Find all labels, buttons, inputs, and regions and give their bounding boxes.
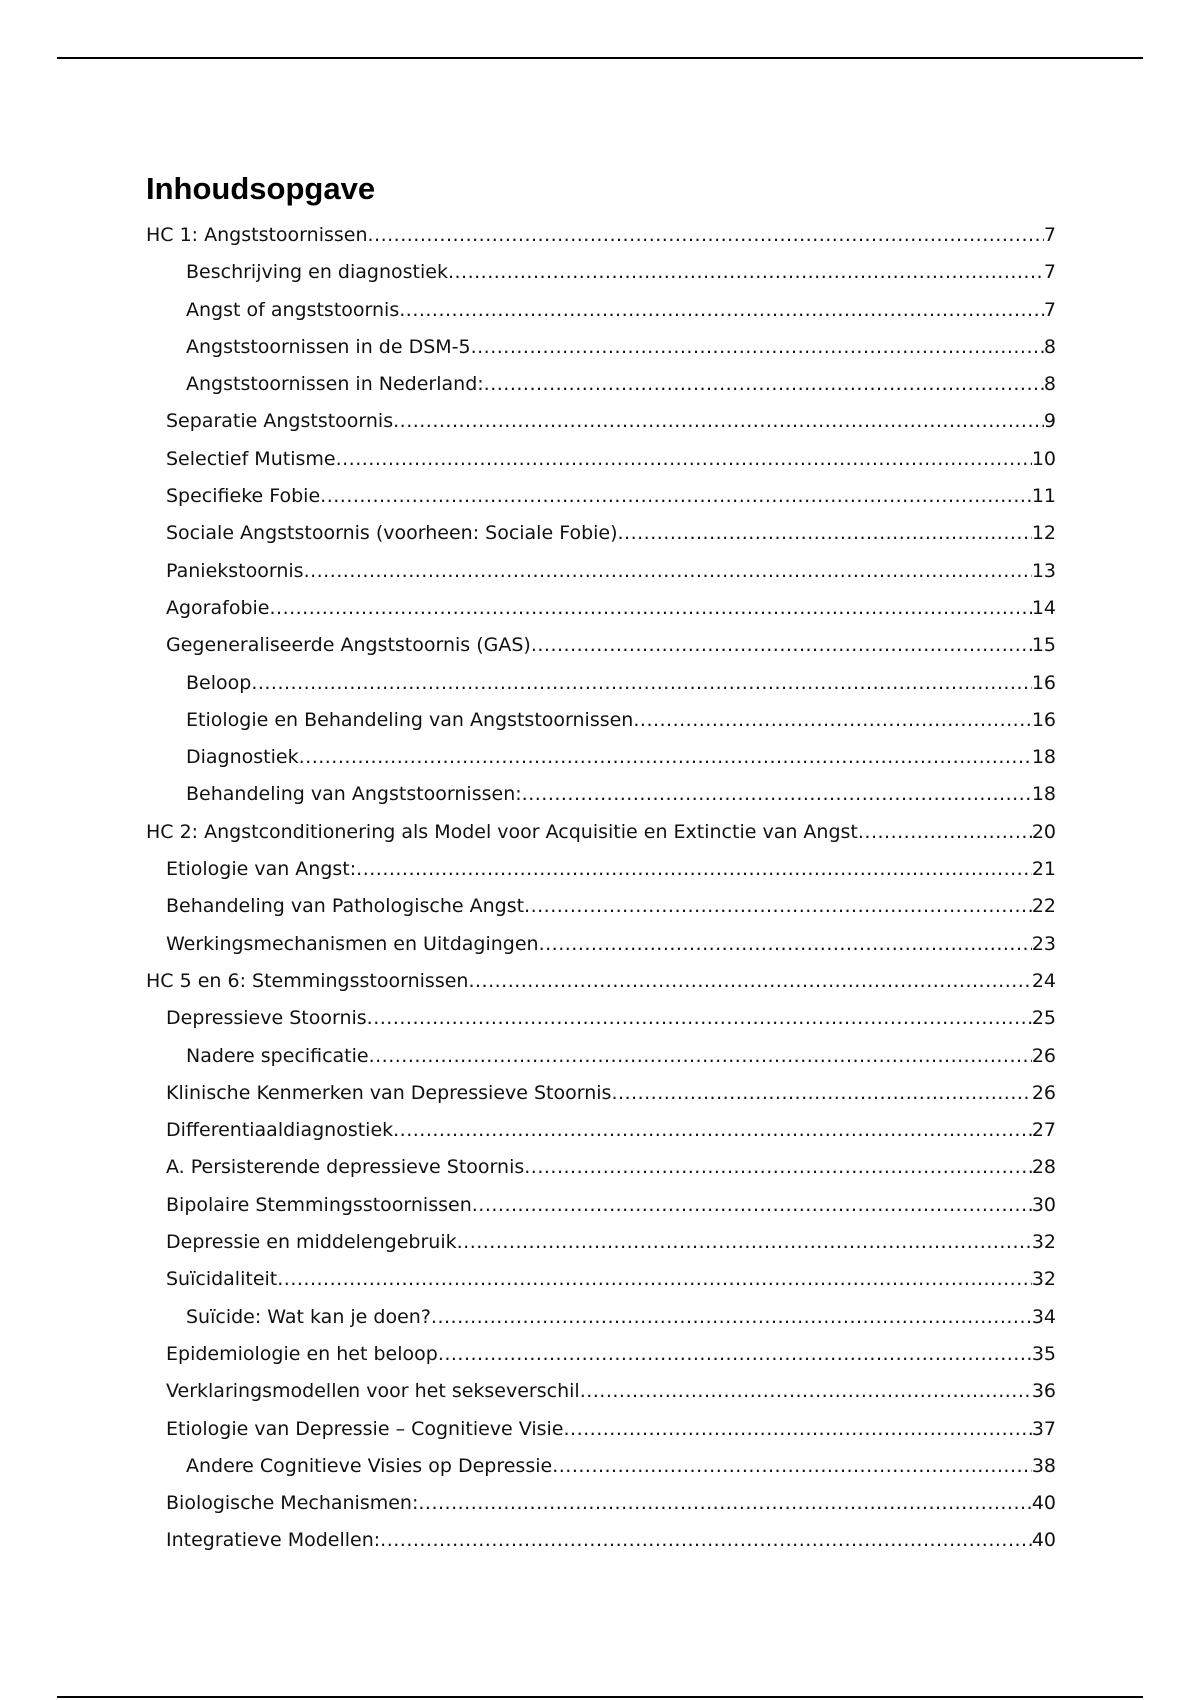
toc-entry-page-number: 26 <box>1031 1081 1056 1104</box>
toc-dot-leader <box>522 779 1032 809</box>
toc-dot-leader <box>472 1190 1032 1220</box>
toc-dot-leader <box>393 1115 1032 1145</box>
toc-entry[interactable] <box>146 444 1056 481</box>
toc-entry-label: Differentiaaldiagnostiek <box>166 1119 394 1142</box>
toc-entry-page-number: 38 <box>1031 1454 1056 1477</box>
toc-entry[interactable] <box>146 593 1056 630</box>
toc-entry-page-number: 7 <box>1043 224 1056 246</box>
toc-dot-leader <box>393 406 1044 436</box>
toc-dot-leader <box>524 1152 1032 1182</box>
toc-dot-leader <box>320 481 1032 511</box>
toc-dot-leader <box>471 332 1044 362</box>
toc-entry-page-number: 11 <box>1031 485 1056 508</box>
toc-entry-page-number: 30 <box>1031 1193 1056 1216</box>
toc-entry-label: Epidemiologie en het beloop <box>166 1342 438 1365</box>
toc-entry-label: Werkingsmechanismen en Uitdagingen <box>166 932 539 955</box>
toc-entry-page-number: 14 <box>1031 596 1056 619</box>
toc-entry[interactable] <box>146 1264 1056 1301</box>
toc-entry-label: Andere Cognitieve Visies op Depressie <box>186 1454 553 1477</box>
toc-entry[interactable] <box>146 332 1056 369</box>
toc-entry[interactable] <box>146 1376 1056 1413</box>
toc-entry-page-number: 10 <box>1031 447 1056 470</box>
toc-entry-label: Verklaringsmodellen voor het sekseverschil <box>166 1380 580 1403</box>
toc-entry-label: Behandeling van Pathologische Angst <box>166 895 525 918</box>
toc-entry-label: Klinische Kenmerken van Depressieve Stoornis <box>166 1081 612 1104</box>
toc-dot-leader <box>531 630 1032 660</box>
toc-dot-leader <box>431 1302 1032 1332</box>
toc-entry-label: Nadere specificatie <box>186 1044 369 1067</box>
toc-entry[interactable] <box>146 1525 1056 1562</box>
toc-entry[interactable] <box>146 369 1056 406</box>
toc-entry[interactable] <box>146 257 1056 294</box>
toc-entry-page-number: 20 <box>1031 820 1056 843</box>
toc-entry-page-number: 27 <box>1031 1119 1056 1142</box>
toc-entry-page-number: 9 <box>1043 410 1056 433</box>
toc-dot-leader <box>251 668 1032 698</box>
toc-entry-page-number: 12 <box>1031 522 1056 545</box>
toc-entry-label: HC 2: Angstconditionering als Model voor Acquisitie en Extinctie van Angst <box>146 820 858 843</box>
toc-entry-label: Agorafobie <box>166 596 270 619</box>
toc-dot-leader <box>468 966 1031 996</box>
toc-entry-label: Angststoornissen in Nederland: <box>186 373 484 396</box>
toc-entry-page-number: 37 <box>1031 1417 1056 1440</box>
toc-dot-leader <box>539 929 1032 959</box>
toc-dot-leader <box>336 444 1032 474</box>
toc-entry[interactable] <box>146 556 1056 593</box>
toc-entry-page-number: 16 <box>1031 671 1056 694</box>
toc-entry-page-number: 8 <box>1043 335 1056 358</box>
toc-dot-leader <box>457 1227 1032 1257</box>
toc-entry-label: Beschrijving en diagnostiek <box>186 261 448 284</box>
toc-entry-page-number: 18 <box>1031 783 1056 806</box>
toc-entry-page-number: 18 <box>1031 746 1056 769</box>
toc-entry[interactable] <box>146 854 1056 891</box>
toc-entry-page-number: 40 <box>1031 1492 1056 1515</box>
toc-entry[interactable] <box>146 518 1056 555</box>
toc-entry-label: Beloop <box>186 671 252 694</box>
toc-entry-label: Suïcide: Wat kan je doen? <box>186 1305 431 1328</box>
toc-entry-page-number: 22 <box>1031 895 1056 918</box>
toc-entry-label: Depressieve Stoornis <box>166 1007 367 1030</box>
toc-entry[interactable] <box>146 929 1056 966</box>
toc-entry-label: A. Persisterende depressieve Stoornis <box>166 1156 525 1179</box>
toc-dot-leader <box>369 1041 1032 1071</box>
toc-entry-label: Specifieke Fobie <box>166 485 321 508</box>
toc-dot-leader <box>380 1525 1032 1555</box>
toc-entry-page-number: 40 <box>1031 1529 1056 1552</box>
toc-entry[interactable] <box>146 295 1056 332</box>
toc-dot-leader <box>564 1414 1032 1444</box>
toc-entry[interactable] <box>146 1078 1056 1115</box>
toc-entry[interactable] <box>146 1414 1056 1451</box>
toc-dot-leader <box>618 518 1032 548</box>
toc-entry-page-number: 28 <box>1031 1156 1056 1179</box>
toc-entry-label: HC 1: Angststoornissen <box>146 224 368 246</box>
toc-entry[interactable] <box>146 891 1056 928</box>
toc-entry-label: Behandeling van Angststoornissen: <box>186 783 522 806</box>
toc-entry[interactable] <box>146 1152 1056 1189</box>
toc-entry-page-number: 35 <box>1031 1342 1056 1365</box>
toc-entry[interactable] <box>146 220 1056 257</box>
toc-dot-leader <box>399 295 1044 325</box>
toc-dot-leader <box>418 1488 1031 1518</box>
toc-entry-label: Angststoornissen in de DSM-5 <box>186 335 471 358</box>
toc-entry-page-number: 34 <box>1031 1305 1056 1328</box>
toc-entry-label: Biologische Mechanismen: <box>166 1492 419 1515</box>
toc-entry[interactable] <box>146 668 1056 705</box>
toc-entry[interactable] <box>146 630 1056 667</box>
toc-entry-page-number: 8 <box>1043 373 1056 396</box>
toc-entry[interactable] <box>146 817 1056 854</box>
toc-entry-label: Suïcidaliteit <box>166 1268 278 1291</box>
toc-entry-page-number: 36 <box>1031 1380 1056 1403</box>
toc-entry[interactable] <box>146 406 1056 443</box>
toc-entry[interactable] <box>146 1115 1056 1152</box>
toc-title: Inhoudsopgave <box>146 171 376 206</box>
toc-dot-leader <box>367 1003 1032 1033</box>
header-rule <box>57 57 1143 59</box>
toc-entry-label: Gegeneraliseerde Angststoornis (GAS) <box>166 634 531 657</box>
toc-entry[interactable] <box>146 966 1056 1003</box>
toc-entry-label: Integratieve Modellen: <box>166 1529 381 1552</box>
toc-dot-leader <box>858 817 1032 847</box>
toc-entry-label: Etiologie van Depressie – Cognitieve Visie <box>166 1417 564 1440</box>
toc-entry-page-number: 15 <box>1031 634 1056 657</box>
toc-entry[interactable] <box>146 1190 1056 1227</box>
table-of-contents <box>146 220 1056 1563</box>
toc-dot-leader <box>448 257 1044 287</box>
toc-entry[interactable] <box>146 1003 1056 1040</box>
toc-entry-label: Selectief Mutisme <box>166 447 336 470</box>
toc-dot-leader <box>356 854 1032 884</box>
toc-entry-label: Etiologie van Angst: <box>166 858 357 881</box>
toc-entry-page-number: 26 <box>1031 1044 1056 1067</box>
toc-entry-label: Sociale Angststoornis (voorheen: Sociale Fobie) <box>166 522 618 545</box>
toc-entry-page-number: 13 <box>1031 559 1056 582</box>
toc-dot-leader <box>438 1339 1032 1369</box>
toc-entry[interactable] <box>146 1041 1056 1078</box>
toc-entry[interactable] <box>146 1488 1056 1525</box>
toc-entry[interactable] <box>146 1302 1056 1339</box>
toc-entry-page-number: 16 <box>1031 708 1056 731</box>
toc-entry-label: Bipolaire Stemmingsstoornissen <box>166 1193 472 1216</box>
toc-dot-leader <box>304 556 1032 586</box>
toc-entry-label: HC 5 en 6: Stemmingsstoornissen <box>146 969 469 992</box>
toc-entry-label: Etiologie en Behandeling van Angststoornissen <box>186 708 634 731</box>
toc-entry[interactable] <box>146 1451 1056 1488</box>
toc-dot-leader <box>552 1451 1032 1481</box>
toc-dot-leader <box>269 593 1031 623</box>
toc-entry[interactable] <box>146 742 1056 779</box>
toc-dot-leader <box>277 1264 1032 1294</box>
toc-dot-leader <box>484 369 1044 399</box>
toc-entry-page-number: 24 <box>1031 969 1056 992</box>
toc-entry-label: Separatie Angststoornis <box>166 410 394 433</box>
toc-entry-page-number: 7 <box>1043 298 1056 321</box>
toc-entry-page-number: 32 <box>1031 1231 1056 1254</box>
toc-dot-leader <box>368 220 1044 250</box>
toc-entry[interactable] <box>146 705 1056 742</box>
toc-entry[interactable] <box>146 1339 1056 1376</box>
toc-entry-page-number: 32 <box>1031 1268 1056 1291</box>
toc-entry-page-number: 25 <box>1031 1007 1056 1030</box>
toc-entry[interactable] <box>146 481 1056 518</box>
toc-entry[interactable] <box>146 1227 1056 1264</box>
toc-dot-leader <box>299 742 1032 772</box>
toc-entry-label: Depressie en middelengebruik <box>166 1231 457 1254</box>
footer-rule <box>57 1696 1143 1698</box>
toc-entry-page-number: 7 <box>1043 261 1056 284</box>
toc-entry-page-number: 21 <box>1031 858 1056 881</box>
toc-dot-leader <box>611 1078 1031 1108</box>
toc-entry-page-number: 23 <box>1031 932 1056 955</box>
toc-entry-label: Angst of angststoornis <box>186 298 400 321</box>
toc-entry-label: Paniekstoornis <box>166 559 304 582</box>
toc-dot-leader <box>580 1376 1032 1406</box>
toc-dot-leader <box>524 891 1032 921</box>
toc-entry[interactable] <box>146 779 1056 816</box>
toc-entry-label: Diagnostiek <box>186 746 299 769</box>
toc-dot-leader <box>633 705 1031 735</box>
